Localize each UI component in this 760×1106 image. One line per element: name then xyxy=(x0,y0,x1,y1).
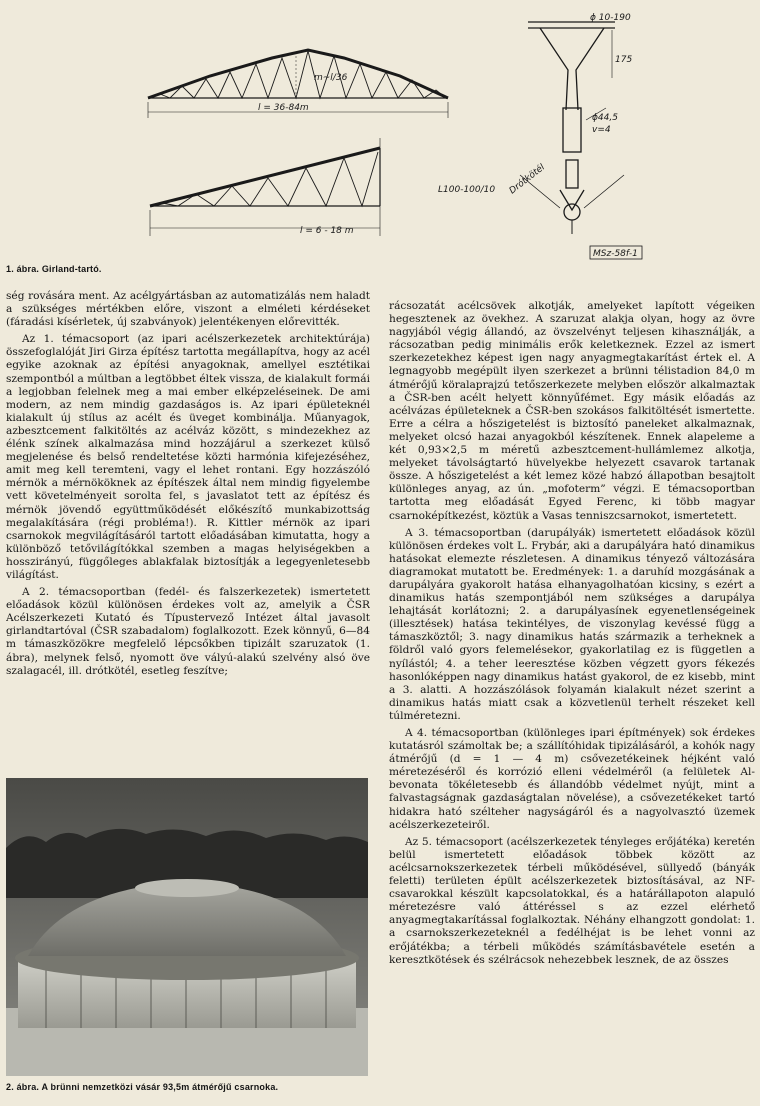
diameter-label: ϕ 10-190 xyxy=(590,13,631,23)
span-bottom-label: l = 6 - 18 m xyxy=(300,226,354,236)
dim-175-label: 175 xyxy=(615,55,633,65)
angle-label: L100-100/10 xyxy=(438,185,496,195)
right-paragraph-2: A 3. témacsoportban (darupályák) ismertetett előadások közül különösen érdekes volt L. Frybár, aki a darupályára ható dinamikus hatásokat elemezte részletesen. A dinamikus tényező változására diagramokat mutatott be. Eredmények: 1. a daruhíd mozgásának a darupályára gyakorolt hatása elhanyagolhatóan kicsiny, s ezért a dinamikus hatás szempontjából nem szükséges a darupálya lehajtását korlátozni; 2. a darupályasínek egyenetlenségeinek (illesztések) hatása tekintélyes, de viszonylag kevéssé függ a támaszköztől; 3. nagy dinamikus hatás származik a terheknek a földről való gyors felemelésekor, gyakorlatilag ez is független a nyílástól; 4. a teher leeresztése közben végzett gyors fékezés hasonlóképpen nagy dinamikus hatást gyakorol, de ez kisebb, mint a 3. alatti. A hozzászólások folyamán kialakult nézet szerint a dinamikus hatás miatt csak a közvetlenül terhelt részeket kell túlméretezni. xyxy=(389,526,755,722)
left-paragraph-3: A 2. témacsoportban (fedél- és falszerkezetek) ismertetett előadások közül különösen érdekes volt az, amelyik a ČSR Acélszerkezeti Kutató és Típustervező Intézet által javasolt girlandtartóval (ČSR szabadalom) foglalkozott. Ezek könnyű, 6—84 m támaszközökre megfelelő lépcsőkben tipizált szaruzatok (1. ábra), melynek felső, nyomott öve vályú-alakú szelvény alsó öve szalagacél, ill. drótkötél, esetleg feszítve; xyxy=(6,586,370,677)
left-paragraph-2: Az 1. témacsoport (az ipari acélszerkezetek architektúrája) összefoglalóját Jiri Girza építész tartotta megállapítva, hogy az acél egyike azoknak az építési anyagoknak, amellyel esztétikai szempontból a múltban a legtöbbet éltek vissza, de kialakult formái a legjobban felelnek meg a mai ember elképzeléseinek. De ami modern, az nem mindig gazdaságos is. Az ipari épületeknél kialakult új stílus az acélt és üveget kombinálja. Műanyagok, azbesztcement falkitöltés az acélváz között, s mindezekhez az élénk színek alkalmazása mind hozzájárul a szerkezet külső megjelenése és belső rendeltetése közti harmónia kifejezéséhez, amit meg kell teremteni, vagy el lehet rontani. Egy hozzászóló mérnök a mérnököknek az építészek által nem mindig figyelembe vett követelményeit sorolta fel, s javaslatot tett az építész és mérnök jövendő együttműködését előkészítő munkabizottság megalakítására (régi probléma!). R. Kittler mérnök az ipari csarnokok megvilágításáról tartott előadásában kimutatta, hogy a különböző tetővilágítókkal szemben a magas helyiségekben a hosszirányú, függőleges ablakfalak biztosítják a legegyenletesebb világítást. xyxy=(6,333,370,581)
girder-bottom xyxy=(150,138,380,236)
left-column xyxy=(6,290,370,768)
figure-2-caption: 2. ábra. A brünni nemzetközi vásár 93,5m átmérőjű csarnoka. xyxy=(6,1082,279,1092)
right-column xyxy=(389,300,755,1106)
right-paragraph-4: Az 5. témacsoport (acélszerkezetek tényleges erőjátéka) keretén belül ismertetett előadások többek között az acélcsarnokszerkezetek térbeli működésével, süllyedő (bányák feletti) területen épült acélszerkezetek biztosításával, az NF-csavarokkal készült kapcsolatokkal, és a határállapoton alapuló méretezésre való áttéréssel s az ezzel elérhető anyagmegtakarítással foglalkoztak. Néhány elhangzott gondolat: 1. a csarnokszerkezeteknél a fedélhéjat is be lehet vonni az erőjátékba; a térbeli működés számításbavétele esetén a keresztkötések és szélrácsok nehezebbek lesznek, de az összes xyxy=(389,835,755,966)
right-paragraph-3: A 4. témacsoportban (különleges ipari építmények) sok érdekes kutatásról számoltak be; a szállítóhidak tipizálásáról, a kohók nagy átmérőjű (d = 1 — 4 m) csővezetékeinek héjként való méretezéséről és korrózió elleni védelméről (a felületek Al-bevonata tökéletesebb és állandóbb védelmet nyújt, mint a falvastagságnak gazdaságtalan növelése), a csővezetékeket tartó hidakra ható szélteher nagyságáról és a nagyolvasztó üzemek acélszerkezeteiről. xyxy=(389,727,755,831)
left-paragraph-1: ség rovására ment. Az acélgyártásban az automatizálás nem haladt a szükséges mértékben előre, viszont a elméleti kérdéseket (fáradási kísérletek, új szabványok) jelentékenyen előrevitték. xyxy=(6,290,370,329)
standard-label: MSz-58f-1 xyxy=(593,249,638,259)
pipe-label: ϕ44,5 xyxy=(592,113,618,123)
right-paragraph-1: rácsozatát acélcsövek alkotják, amelyeket lapított végeiken hegesztenek az övekhez. A szaruzat alakja olyan, hogy az övre nagyjából végig állandó, az övszelvényt teljesen kihasználják, a rácsozatban pedig minimális erők keletkeznek. Ezzel az ismert szerkezetekhez képest igen nagy anyagmegtakarítást értek el. A legnagyobb megépült ilyen szerkezet a brünni télistadion 84,0 m átmérőjű köralaprajzú tetőszerkezete melyben először alkalmaztak a ČSR-ben acélt helyett könnyűfémet. Egy másik előadás az acélvázas épületeknek a ČSR-ben szokásos falkitöltését ismertette. Erre a célra a hőszigetelést is biztosító paneleket alkalmaznak, melyeket olcsó hazai anyagokból készítenek. Ennek alapeleme a két 0,93×2,5 m méretű azbesztcement-hullámlemez alkotja, melyeket távolságtartó hüvelyekbe helyezett csavarok tartanak össze. A hőszigetelést a két lemez közé habzó állapotban besajtolt különleges anyag, az ún. „mofoterm” végzi. E témacsoportban tartotta meg előadását Egyed Ferenc, ki több magyar csarnoképítkezést, köztük a Vasas tenniszcsarnokot, ismertetett. xyxy=(389,300,755,522)
cable-label: Drótkötél xyxy=(507,162,547,197)
figure-2-photo xyxy=(6,778,368,1076)
pipe-v-label: v=4 xyxy=(592,125,611,135)
figure-1-drawing xyxy=(0,0,760,280)
span-top-label: l = 36-84m xyxy=(258,103,309,113)
rise-label: m~l/36 xyxy=(314,73,348,83)
figure-1-caption: 1. ábra. Girland-tartó. xyxy=(6,264,102,274)
